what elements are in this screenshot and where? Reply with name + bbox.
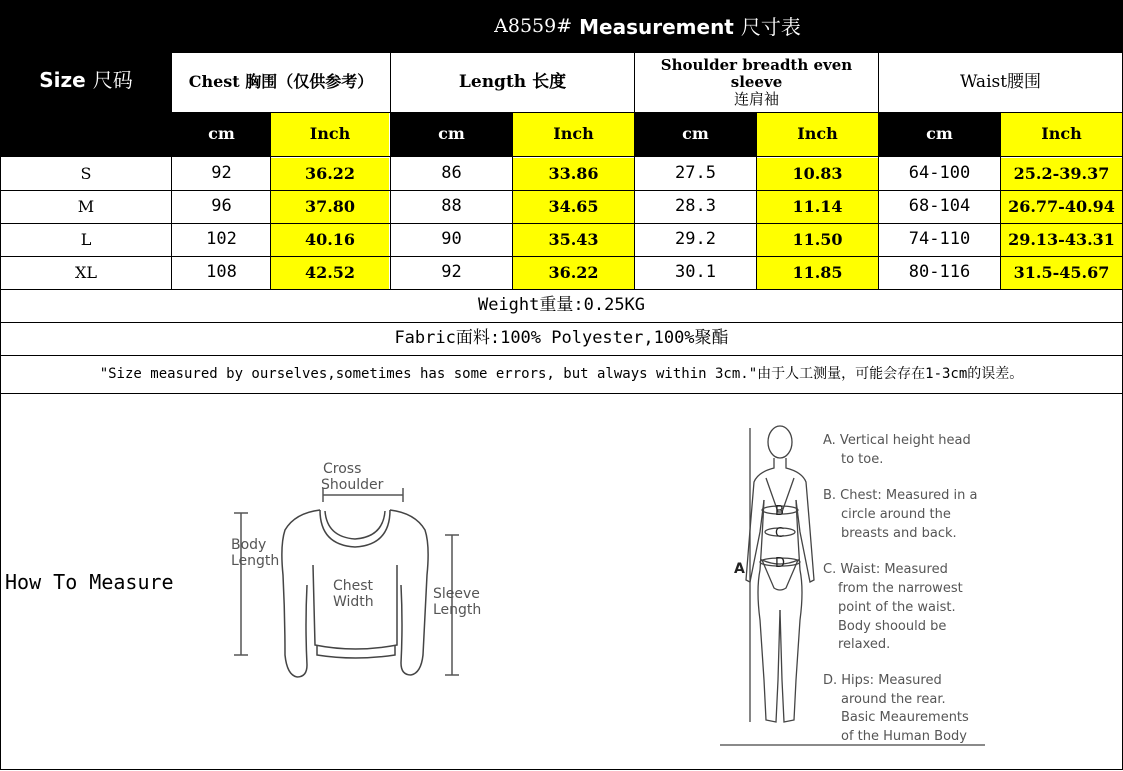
note-c2: from the narrowest <box>838 581 963 596</box>
label-cross-shoulder-2: Shoulder <box>321 477 384 493</box>
how-to-measure-label: How To Measure <box>5 570 174 594</box>
grid-line <box>390 52 391 289</box>
value-text: 27.5 <box>675 163 716 184</box>
value-text: 74-110 <box>908 229 971 250</box>
grid-line <box>1000 112 1001 289</box>
value-text: 37.80 <box>304 196 356 216</box>
value-text: 90 <box>441 229 462 250</box>
group-chest-label: Chest 胸围（仅供参考） <box>188 72 374 92</box>
value-cell-inch <box>271 158 389 190</box>
grid-line <box>0 289 1123 290</box>
value-text: 34.65 <box>548 196 599 216</box>
note-d4: of the Human Body <box>841 729 967 744</box>
size-cell <box>1 257 171 289</box>
letter-c: C <box>775 526 785 541</box>
value-cell <box>635 224 756 256</box>
value-text: 92 <box>211 163 232 184</box>
value-text: 92 <box>441 262 462 283</box>
value-cell-inch <box>1001 158 1122 190</box>
note-b3: breasts and back. <box>841 526 957 541</box>
unit-inch <box>271 113 389 156</box>
label-body-length-2: Length <box>231 553 280 569</box>
value-cell <box>391 158 512 190</box>
size-value: XL <box>74 262 97 282</box>
label-chest-width-2: Width <box>333 594 374 610</box>
value-text: 68-104 <box>908 196 971 217</box>
value-text: 108 <box>206 262 237 283</box>
size-cell <box>1 224 171 256</box>
unit-label: cm <box>208 124 235 144</box>
fabric-row <box>1 323 1122 355</box>
value-text: 31.5-45.67 <box>1013 262 1110 282</box>
note-row <box>1 356 1122 393</box>
value-cell-inch <box>757 191 878 223</box>
value-cell <box>879 224 1000 256</box>
value-text: 29.13-43.31 <box>1008 229 1115 249</box>
value-text: 40.16 <box>304 229 356 249</box>
group-chest <box>173 53 389 112</box>
grid-line <box>171 156 172 289</box>
note-a1: A. Vertical height head <box>823 433 971 448</box>
weight-row <box>1 290 1122 322</box>
value-cell <box>391 191 512 223</box>
unit-cm <box>391 113 512 156</box>
value-cell-inch <box>271 257 389 289</box>
note-d1: D. Hips: Measured <box>823 673 942 688</box>
value-text: 29.2 <box>675 229 716 250</box>
value-cell-inch <box>757 158 878 190</box>
grid-line <box>0 156 1 770</box>
unit-label: Inch <box>309 124 351 144</box>
value-cell-inch <box>271 191 389 223</box>
grid-line <box>270 112 271 289</box>
note-c5: relaxed. <box>838 637 891 652</box>
size-value: S <box>80 163 92 183</box>
grid-line <box>0 223 1123 224</box>
value-cell-inch <box>513 191 634 223</box>
note-b2: circle around the <box>841 507 951 522</box>
grid-line <box>756 112 757 289</box>
value-cell <box>391 224 512 256</box>
label-sleeve-length-2: Length <box>433 602 482 618</box>
value-text: 86 <box>441 163 462 184</box>
grid-line <box>0 190 1123 191</box>
note-b1: B. Chest: Measured in a <box>823 488 978 503</box>
size-cell <box>1 158 171 190</box>
weight-text: Weight重量:0.25KG <box>477 295 646 316</box>
value-cell <box>879 257 1000 289</box>
grid-line <box>0 156 1123 157</box>
label-sleeve-length: Sleeve <box>433 586 480 602</box>
title-word: Measurement <box>579 14 734 39</box>
value-cell <box>173 224 270 256</box>
size-column-header <box>0 52 172 108</box>
value-text: 96 <box>211 196 232 217</box>
value-text: 42.52 <box>304 262 356 282</box>
value-text: 25.2-39.37 <box>1013 163 1110 183</box>
value-cell <box>879 158 1000 190</box>
page-title <box>172 0 1123 54</box>
unit-label: Inch <box>553 124 594 144</box>
value-text: 30.1 <box>675 262 716 283</box>
value-text: 36.22 <box>304 163 356 183</box>
unit-label: cm <box>682 124 709 144</box>
group-shoulder-label-cn: 连肩袖 <box>733 90 779 109</box>
value-cell <box>879 191 1000 223</box>
body-diagram <box>720 420 1000 750</box>
unit-label: Inch <box>1041 124 1082 144</box>
group-waist <box>879 53 1122 112</box>
value-cell-inch <box>513 224 634 256</box>
title-cn: 尺寸表 <box>740 14 801 39</box>
value-text: 11.85 <box>792 262 843 282</box>
value-text: 88 <box>441 196 462 217</box>
value-text: 102 <box>206 229 237 250</box>
value-text: 11.14 <box>792 196 843 216</box>
value-cell <box>635 257 756 289</box>
grid-line <box>0 393 1123 394</box>
unit-inch <box>1001 113 1122 156</box>
note-c4: Body shoould be <box>838 619 947 634</box>
value-cell-inch <box>1001 224 1122 256</box>
size-value: M <box>77 196 95 216</box>
note-c1: C. Waist: Measured <box>823 562 948 577</box>
measure-notes <box>823 433 977 744</box>
unit-cm <box>173 113 270 156</box>
unit-label: cm <box>438 124 465 144</box>
value-text: 10.83 <box>792 163 843 183</box>
grid-line <box>172 112 1123 113</box>
value-cell-inch <box>513 257 634 289</box>
note-d3: Basic Meaurements <box>841 710 969 725</box>
value-text: 33.86 <box>548 163 599 183</box>
grid-line <box>878 52 879 289</box>
grid-line <box>512 112 513 289</box>
group-length <box>391 53 634 112</box>
value-cell <box>635 191 756 223</box>
group-shoulder-label: Shoulder breadth even sleeve <box>660 55 853 91</box>
value-cell <box>173 158 270 190</box>
title-code: A8559# <box>494 15 573 38</box>
value-cell <box>391 257 512 289</box>
value-text: 36.22 <box>548 262 599 282</box>
group-waist-label: Waist腰围 <box>959 71 1042 92</box>
value-text: 28.3 <box>675 196 716 217</box>
value-cell-inch <box>757 257 878 289</box>
note-c3: point of the waist. <box>838 600 956 615</box>
value-cell-inch <box>1001 191 1122 223</box>
unit-cm <box>635 113 756 156</box>
value-text: 26.77-40.94 <box>1008 196 1115 216</box>
group-shoulder <box>635 53 878 112</box>
grid-line <box>0 256 1123 257</box>
unit-cm <box>879 113 1000 156</box>
shirt-diagram <box>225 455 485 690</box>
grid-line <box>0 355 1123 356</box>
note-d2: around the rear. <box>841 692 946 707</box>
label-body-length: Body <box>231 537 267 553</box>
value-text: 35.43 <box>548 229 599 249</box>
label-cross-shoulder: Cross <box>323 461 362 477</box>
unit-inch <box>757 113 878 156</box>
value-text: 64-100 <box>908 163 971 184</box>
unit-inch <box>513 113 634 156</box>
size-value: L <box>80 229 92 249</box>
value-cell-inch <box>1001 257 1122 289</box>
value-text: 80-116 <box>908 262 971 283</box>
size-label-cn: 尺码 <box>92 67 133 92</box>
note-a2: to toe. <box>841 452 884 467</box>
size-cell <box>1 191 171 223</box>
unit-label: cm <box>926 124 953 144</box>
body-outline <box>746 426 814 722</box>
note-text: "Size measured by ourselves,sometimes has some errors, but always within 3cm."由于人工测量，可能会存在1-3cm的误差。 <box>99 366 1024 383</box>
group-length-label: Length 长度 <box>458 71 567 92</box>
value-cell <box>173 257 270 289</box>
value-cell-inch <box>513 158 634 190</box>
grid-line <box>0 322 1123 323</box>
fabric-text: Fabric面料:100% Polyester,100%聚酯 <box>394 328 729 349</box>
value-cell-inch <box>757 224 878 256</box>
grid-line <box>634 52 635 289</box>
letter-a: A <box>734 561 745 577</box>
grid-line <box>172 52 1123 53</box>
value-cell-inch <box>271 224 389 256</box>
value-cell <box>635 158 756 190</box>
label-chest-width: Chest <box>333 578 374 594</box>
unit-label: Inch <box>797 124 838 144</box>
value-cell <box>173 191 270 223</box>
value-text: 11.50 <box>792 229 843 249</box>
grid-line <box>0 769 1123 770</box>
letter-b: B <box>775 504 784 519</box>
letter-d: D <box>775 556 786 571</box>
size-label: Size <box>39 67 86 92</box>
